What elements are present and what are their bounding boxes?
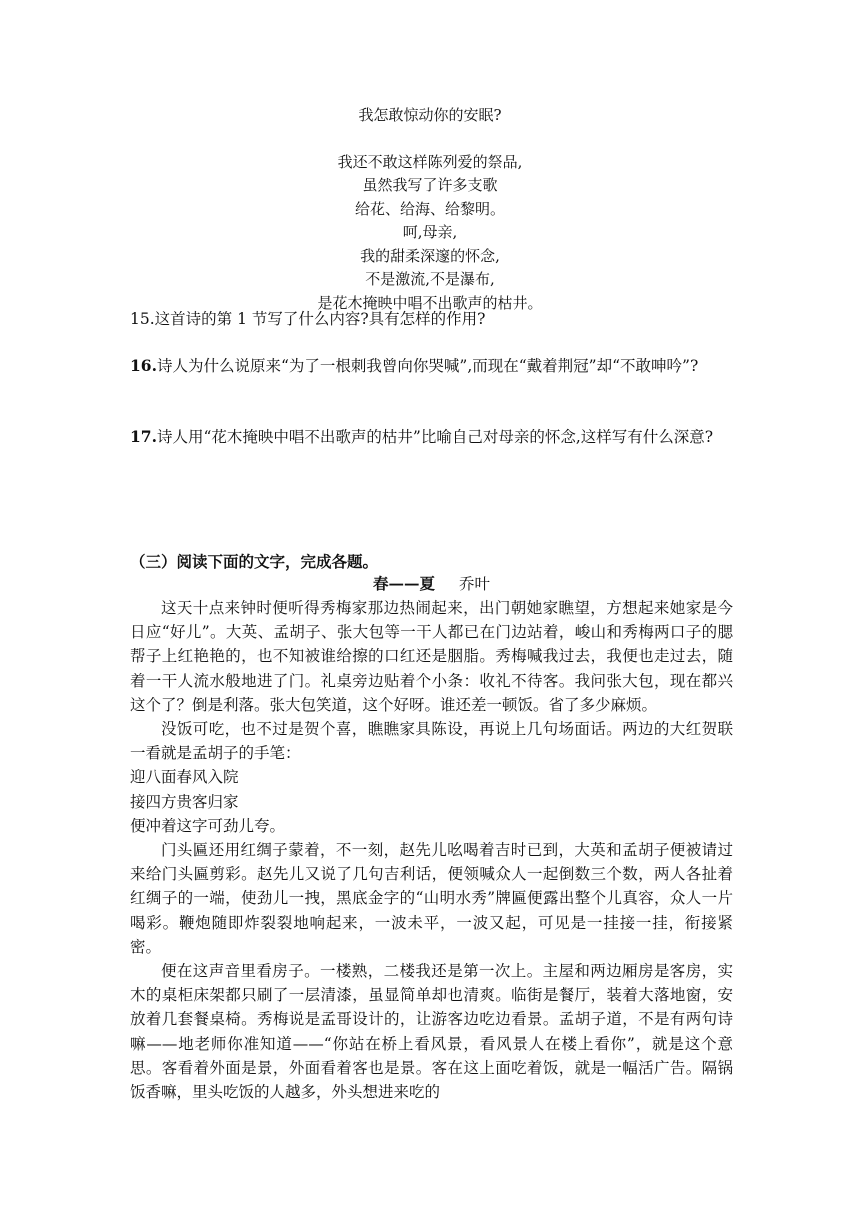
paragraph: 便冲着这字可劲儿夸。	[130, 816, 286, 835]
stanza-gap	[130, 128, 730, 151]
passage-author: 乔叶	[459, 575, 491, 593]
question-17	[130, 425, 733, 449]
question-text: 诗人为什么说原来“为了一根刺我曾向你哭喊”,而现在“戴着荆冠”却“不敢呻吟”?	[156, 357, 699, 375]
paragraph: 便在这声音里看房子。一楼熟，二楼我还是第一次上。主屋和两边厢房是客房，实木的桌柜床架都只刷了一层清漆，虽显简单却也清爽。临街是餐厅，装着大落地窗，安放着几套餐桌椅。秀梅说是孟哥设计的，让游客边吃边看景。孟胡子道，不是有两句诗嘛——地老师你准知道——“你站在桥上看风景，看风景人在楼上看你”，就是这个意思。客看着外面是景，外面看着客也是景。客在这上面吃着饭，就是一幅活广告。隔锅饭香嘛，里头吃饭的人越多，外头想进来吃的	[130, 962, 733, 1102]
passage-title: 春——夏	[372, 574, 435, 593]
paragraph: 门头匾还用红绸子蒙着，不一刻，赵先儿吆喝着吉时已到，大英和孟胡子便被请过来给门头匾剪彩。赵先儿又说了几句吉利话，便领喊众人一起倒数三个数，两人各扯着红绸子的一端，使劲儿一拽，黑底金字的“山明水秀”牌匾便露出整个儿真容，众人一片喝彩。鞭炮随即炸裂裂地响起来，一波未平，一波又起，可见是一挂接一挂，衔接紧密。	[130, 841, 733, 956]
poem-line: 虽然我写了许多支歌	[362, 176, 498, 194]
passage-title-row	[130, 573, 733, 595]
poem-line: 我的甜柔深邃的怀念,	[360, 246, 500, 265]
question-15: 15.这首诗的第 1 节写了什么内容?具有怎样的作用?	[130, 310, 486, 328]
couplet-line: 迎八面春风入院	[130, 768, 239, 787]
section-heading: （三）阅读下面的文字，完成各题。	[130, 552, 379, 571]
passage-body	[130, 596, 733, 1104]
question-number: 16.	[130, 356, 157, 375]
poem-line: 我怎敢惊动你的安眠?	[358, 106, 502, 124]
couplet-line: 接四方贵客归家	[130, 792, 239, 811]
poem-excerpt	[130, 104, 730, 315]
poem-line: 呵,母亲,	[402, 223, 458, 241]
question-text: 诗人用“花木掩映中唱不出歌声的枯井”比喻自己对母亲的怀念,这样写有什么深意?	[156, 428, 714, 446]
poem-line: 是花木掩映中唱不出歌声的枯井。	[317, 293, 543, 312]
question-number: 17.	[130, 427, 157, 446]
paragraph: 这天十点来钟时便听得秀梅家那边热闹起来，出门朝她家瞧望，方想起来她家是今日应“好儿”。大英、孟胡子、张大包等一干人都已在门边站着，峻山和秀梅两口子的腮帮子上红艳艳的，也不知被谁给擦的口红还是胭脂。秀梅喊我过去，我便也走过去，随着一干人流水般地进了门。礼桌旁边贴着个小条：收礼不待客。我问张大包，现在都兴这个了？倒是利落。张大包笑道，这个好呀。谁还差一顿饭。省了多少麻烦。	[130, 599, 733, 714]
poem-line: 我还不敢这样陈列爱的祭品,	[337, 152, 523, 171]
poem-line: 不是激流,不是瀑布,	[365, 270, 495, 288]
poem-line: 给花、给海、给黎明。	[354, 199, 505, 218]
paragraph: 没饭可吃，也不过是贺个喜，瞧瞧家具陈设，再说上几句场面话。两边的大红贺联一看就是孟胡子的手笔：	[130, 720, 733, 763]
question-16	[130, 354, 733, 378]
